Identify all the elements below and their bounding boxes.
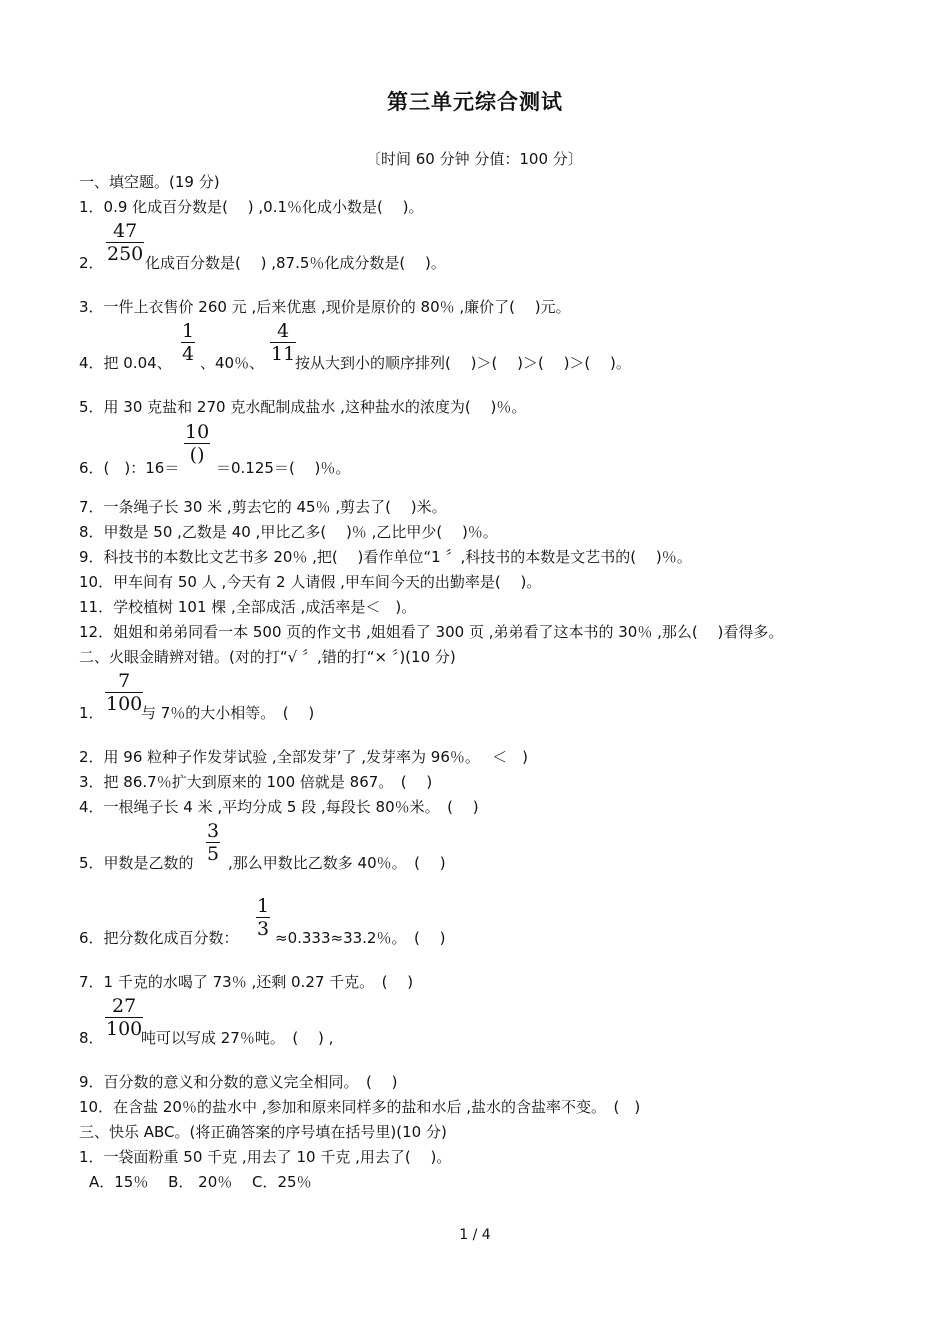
- s1-q4-fraction-1: [181, 320, 195, 365]
- s2-question-1: 与 7％的大小相等。 ( ): [141, 704, 315, 722]
- s2-q6-prefix: 6．把分数化成百分数：: [79, 929, 239, 947]
- fraction-denominator: 4: [182, 343, 195, 365]
- fraction-denominator: (): [189, 444, 205, 466]
- s2-q6-fraction: [256, 895, 270, 940]
- fraction-numerator: 47: [113, 220, 138, 242]
- s2-question-5: ,那么甲数比乙数多 40％。 ( ): [228, 854, 446, 872]
- s2-q8-fraction: [105, 995, 143, 1040]
- s1-question-3: 3．一件上衣售价 260 元 ,后来优惠 ,现价是原价的 80％ ,廉价了( )元。: [79, 298, 571, 316]
- fraction-denominator: 250: [107, 243, 144, 265]
- s1-q2-prefix: 2．: [79, 254, 104, 272]
- s2-question-6: ≈0.333≈33.2％。 ( ): [275, 929, 446, 947]
- s2-question-4: 4．一根绳子长 4 米 ,平均分成 5 段 ,每段长 80％米。 ( ): [79, 798, 479, 816]
- s1-question-9: 9．科技书的本数比文艺书多 20％ ,把( )看作单位“1 〞,科技书的本数是文艺书的( )％。: [79, 548, 692, 566]
- s2-q8-prefix: 8．: [79, 1029, 104, 1047]
- s1-q6-prefix: 6．( )：16＝: [79, 459, 180, 477]
- s1-q6-fraction: [184, 421, 210, 466]
- section-3-heading: 三、快乐 ABC。(将正确答案的序号填在括号里)(10 分): [79, 1123, 447, 1141]
- s3-q1-options: A．15％ B． 20％ C．25％: [89, 1173, 312, 1191]
- s1-question-7: 7．一条绳子长 30 米 ,剪去它的 45％ ,剪去了( )米。: [79, 498, 447, 516]
- fraction-numerator: 7: [118, 670, 131, 692]
- s1-q2-fraction: [106, 220, 144, 265]
- s1-question-1: 1．0.9 化成百分数是( ) ,0.1％化成小数是( )。: [79, 198, 424, 216]
- s2-q5-prefix: 5．甲数是乙数的: [79, 854, 194, 872]
- page-number: 1 / 4: [459, 1227, 491, 1243]
- fraction-denominator: 5: [207, 843, 220, 865]
- page-title: 第三单元综合测试: [387, 90, 563, 114]
- s2-q1-prefix: 1．: [79, 704, 104, 722]
- s2-q5-fraction: [206, 820, 220, 865]
- s2-q1-fraction: [105, 670, 143, 715]
- s1-question-2: 化成百分数是( ) ,87.5％化成分数是( )。: [145, 254, 446, 272]
- s2-question-2: 2．用 96 粒种子作发芽试验 ,全部发芽’了 ,发芽率为 96％。 ＜ ): [79, 748, 528, 766]
- section-1-heading: 一、填空题。(19 分): [79, 173, 220, 191]
- fraction-numerator: 1: [182, 320, 195, 342]
- fraction-denominator: 100: [106, 693, 143, 715]
- s1-question-8: 8．甲数是 50 ,乙数是 40 ,甲比乙多( )％ ,乙比甲少( )％。: [79, 523, 498, 541]
- s2-question-7: 7．1 千克的水喝了 73％ ,还剩 0.27 千克。 ( ): [79, 973, 414, 991]
- s1-question-11: 11．学校植树 101 棵 ,全部成活 ,成活率是＜ )。: [79, 598, 417, 616]
- s1-q4-mid: 、40％、: [200, 354, 265, 372]
- s1-question-4: 按从大到小的顺序排列( )＞( )＞( )＞( )。: [295, 354, 631, 372]
- fraction-numerator: 27: [112, 995, 137, 1017]
- s1-q4-prefix: 4．把 0.04、: [79, 354, 172, 372]
- s2-question-3: 3．把 86.7％扩大到原来的 100 倍就是 867。 ( ): [79, 773, 433, 791]
- s2-question-10: 10．在含盐 20％的盐水中 ,参加和原来同样多的盐和水后 ,盐水的含盐率不变。 ( ): [79, 1098, 641, 1116]
- fraction-denominator: 100: [106, 1018, 143, 1040]
- s1-question-6: ＝0.125＝( )％。: [216, 459, 351, 477]
- fraction-denominator: 11: [271, 343, 296, 365]
- s3-question-1: 1．一袋面粉重 50 千克 ,用去了 10 千克 ,用去了( )。: [79, 1148, 452, 1166]
- s1-question-5: 5．用 30 克盐和 270 克水配制成盐水 ,这种盐水的浓度为( )％。: [79, 398, 527, 416]
- s1-question-12: 12．姐姐和弟弟同看一本 500 页的作文书 ,姐姐看了 300 页 ,弟弟看了这本书的 30％ ,那么( )看得多。: [79, 623, 784, 641]
- section-2-heading: 二、火眼金睛辨对错。(对的打“√ 〞,错的打“× 〞)(10 分): [79, 648, 456, 666]
- fraction-numerator: 1: [257, 895, 270, 917]
- fraction-denominator: 3: [257, 918, 270, 940]
- s1-question-10: 10．甲车间有 50 人 ,今天有 2 人请假 ,甲车间今天的出勤率是( )。: [79, 573, 542, 591]
- exam-info: 〔时间 60 分钟 分值：100 分〕: [366, 150, 583, 168]
- s2-question-9: 9．百分数的意义和分数的意义完全相同。 ( ): [79, 1073, 398, 1091]
- fraction-numerator: 3: [207, 820, 220, 842]
- s1-q4-fraction-2: [270, 320, 296, 365]
- s2-question-8: 吨可以写成 27％吨。 ( ) ,: [141, 1029, 334, 1047]
- fraction-numerator: 10: [185, 421, 210, 443]
- fraction-numerator: 4: [277, 320, 290, 342]
